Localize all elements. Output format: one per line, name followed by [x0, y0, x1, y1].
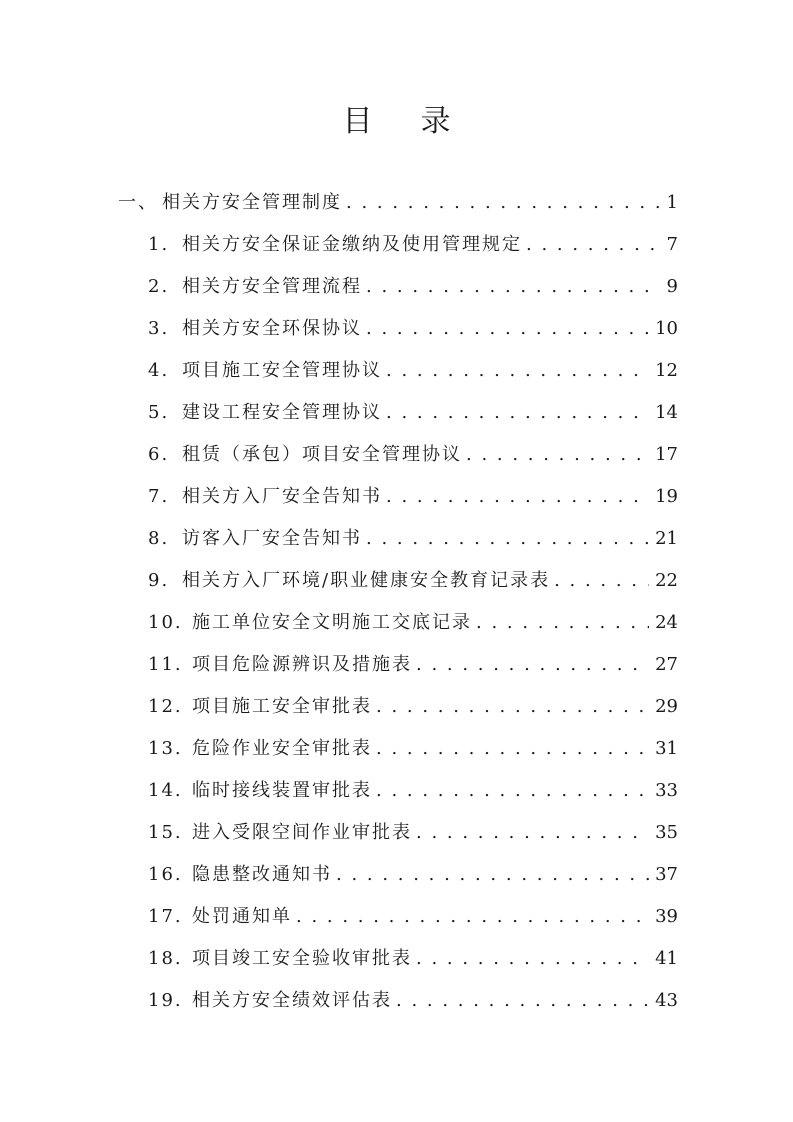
toc-entry-page: 37 — [655, 864, 678, 885]
toc-entry-title: 相关方入厂环境/职业健康安全教育记录表 — [182, 570, 551, 591]
toc-entry[interactable] — [148, 398, 678, 440]
toc-entry-number: 4. — [148, 360, 170, 381]
toc-entry-title: 施工单位安全文明施工交底记录 — [192, 612, 472, 633]
toc-entry-title: 危险作业安全审批表 — [192, 738, 372, 759]
toc-entry[interactable] — [148, 440, 678, 482]
toc-entry-number: 15. — [148, 822, 183, 843]
toc-entry-page: 31 — [655, 738, 678, 759]
toc-entry[interactable] — [148, 818, 678, 860]
toc-entry[interactable] — [148, 314, 678, 356]
toc-entry[interactable] — [148, 482, 678, 524]
toc-entry-number: 3. — [148, 318, 170, 339]
toc-entry[interactable] — [148, 230, 678, 272]
toc-entry-page: 19 — [655, 486, 678, 507]
toc-entry-page: 22 — [655, 570, 678, 591]
toc-entry[interactable] — [148, 566, 678, 608]
toc-entry[interactable] — [118, 188, 678, 230]
toc-entry-number: 2. — [148, 276, 170, 297]
toc-entry-page: 35 — [655, 822, 678, 843]
toc-entry-page: 33 — [655, 780, 678, 801]
toc-entry-title: 项目施工安全管理协议 — [182, 360, 382, 381]
toc-entry-number: 7. — [148, 486, 170, 507]
toc-entry-page: 1 — [666, 192, 678, 213]
toc-entry[interactable] — [148, 776, 678, 818]
toc-entry-number: 1. — [148, 234, 170, 255]
toc-entry[interactable] — [148, 692, 678, 734]
toc-leader-dots — [376, 738, 649, 759]
toc-entry-title: 租赁（承包）项目安全管理协议 — [182, 444, 462, 465]
toc-entry-title: 隐患整改通知书 — [192, 864, 332, 885]
toc-entry-title: 临时接线装置审批表 — [192, 780, 372, 801]
toc-entry-page: 24 — [655, 612, 678, 633]
toc-entry-title: 相关方安全绩效评估表 — [192, 990, 392, 1011]
toc-entry-number: 10. — [148, 612, 183, 633]
toc-leader-dots — [366, 276, 661, 297]
toc-entry[interactable] — [148, 356, 678, 398]
toc-entry-page: 14 — [655, 402, 678, 423]
toc-entry-title: 相关方安全保证金缴纳及使用管理规定 — [182, 234, 522, 255]
toc-entry-number: 9. — [148, 570, 170, 591]
toc-entry-page: 21 — [655, 528, 678, 549]
toc-entry-page: 41 — [655, 948, 678, 969]
toc-leader-dots — [366, 318, 649, 339]
toc-entry-page: 29 — [655, 696, 678, 717]
toc-entry-title: 访客入厂安全告知书 — [182, 528, 362, 549]
title-char-1: 目 — [342, 104, 373, 139]
toc-leader-dots — [416, 654, 649, 675]
toc-entry-page: 17 — [655, 444, 678, 465]
toc-entry[interactable] — [148, 944, 678, 986]
toc-entry-number: 17. — [148, 906, 183, 927]
toc-entry-number: 5. — [148, 402, 170, 423]
toc-entry-page: 27 — [655, 654, 678, 675]
toc-entry-number: 11. — [148, 654, 183, 675]
toc-entry-number: 13. — [148, 738, 183, 759]
toc-entry-number: 18. — [148, 948, 183, 969]
toc-entry[interactable] — [148, 272, 678, 314]
toc-entry-title: 进入受限空间作业审批表 — [192, 822, 412, 843]
toc-leader-dots — [336, 864, 649, 885]
toc-leader-dots — [366, 528, 649, 549]
toc-entry[interactable] — [148, 986, 678, 1028]
toc-entry[interactable] — [148, 902, 678, 944]
toc-leader-dots — [396, 990, 649, 1011]
toc-entry-page: 7 — [666, 234, 678, 255]
toc-leader-dots — [386, 402, 649, 423]
toc-entry-number: 6. — [148, 444, 170, 465]
toc-entry-title: 相关方入厂安全告知书 — [182, 486, 382, 507]
toc-entry-title: 相关方安全环保协议 — [182, 318, 362, 339]
toc-leader-dots — [476, 612, 649, 633]
toc-entry-title: 相关方安全管理流程 — [182, 276, 362, 297]
toc-leader-dots — [554, 570, 649, 591]
toc-entry-number: 14. — [148, 780, 183, 801]
toc-entry[interactable] — [148, 860, 678, 902]
toc-entry-number: 16. — [148, 864, 183, 885]
toc-leader-dots — [526, 234, 661, 255]
toc-entry-number: 8. — [148, 528, 170, 549]
toc-entry-page: 10 — [655, 318, 678, 339]
toc-entry-title: 处罚通知单 — [192, 906, 292, 927]
toc-leader-dots — [376, 696, 649, 717]
toc-entry-title: 相关方安全管理制度 — [162, 192, 342, 213]
page-title — [0, 96, 793, 140]
toc-entry-number: 19. — [148, 990, 183, 1011]
toc-entry[interactable] — [148, 650, 678, 692]
toc-leader-dots — [296, 906, 649, 927]
toc-entry-number: 12. — [148, 696, 183, 717]
toc-leader-dots — [416, 822, 649, 843]
toc-leader-dots — [386, 486, 649, 507]
toc-entry-page: 9 — [666, 276, 678, 297]
toc-leader-dots — [376, 780, 649, 801]
toc-entry-page: 39 — [655, 906, 678, 927]
toc-leader-dots — [466, 444, 649, 465]
toc-entry-number: 一、 — [118, 192, 158, 213]
toc-leader-dots — [416, 948, 649, 969]
toc-entry-title: 建设工程安全管理协议 — [182, 402, 382, 423]
title-char-2: 录 — [420, 104, 451, 139]
toc-entry-title: 项目危险源辨识及措施表 — [192, 654, 412, 675]
toc-entry-page: 43 — [655, 990, 678, 1011]
toc-leader-dots — [346, 192, 661, 213]
toc-entry[interactable] — [148, 734, 678, 776]
toc-entry-title: 项目竣工安全验收审批表 — [192, 948, 412, 969]
toc-entry[interactable] — [148, 608, 678, 650]
toc-entry-title: 项目施工安全审批表 — [192, 696, 372, 717]
toc-entry[interactable] — [148, 524, 678, 566]
toc-entry-page: 12 — [655, 360, 678, 381]
toc-leader-dots — [386, 360, 649, 381]
